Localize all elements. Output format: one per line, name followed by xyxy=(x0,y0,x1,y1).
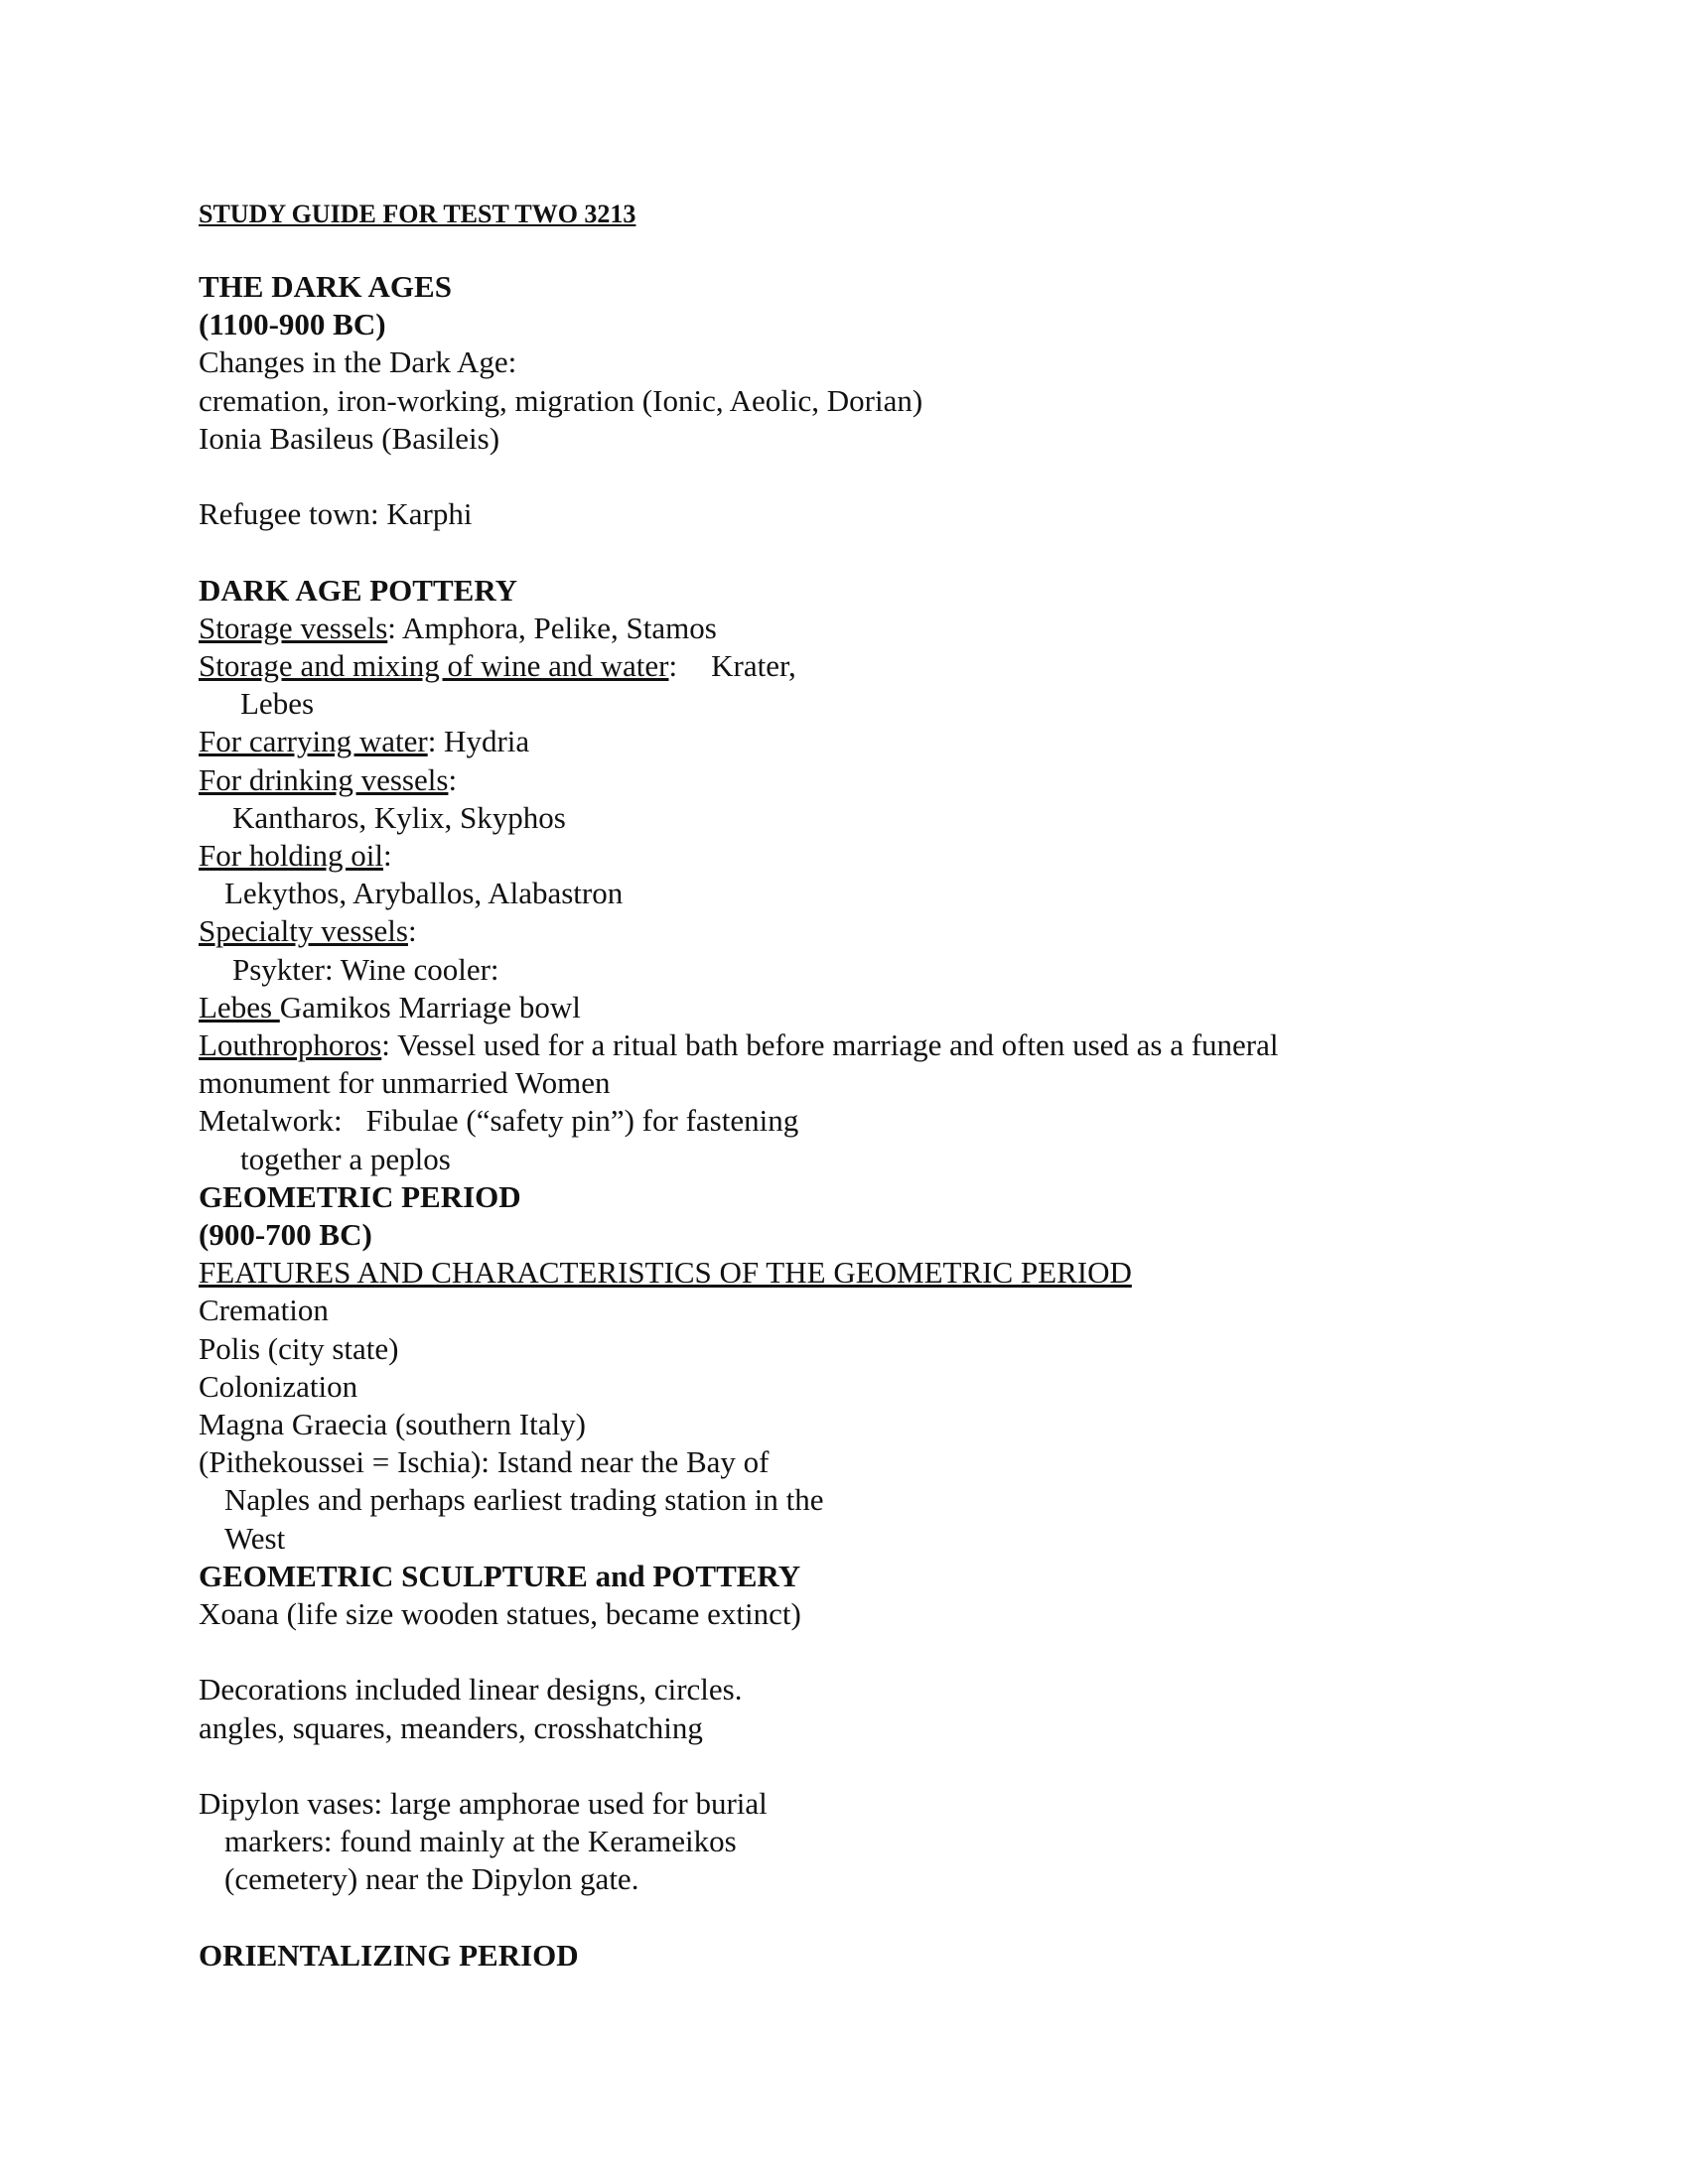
drinking-vessels-continuation: Kantharos, Kylix, Skyphos xyxy=(232,799,566,835)
louthrophoros-line xyxy=(199,1026,1509,1064)
decorations-line: Decorations included linear designs, circles. xyxy=(199,1672,743,1707)
specialty-vessels-colon: : xyxy=(407,913,417,949)
geometric-feature-continuation: Naples and perhaps earliest trading station in the xyxy=(224,1482,824,1518)
geometric-feature-item: (Pithekoussei = Ischia): Istand near the Bay of xyxy=(199,1444,770,1480)
metalwork-continuation: together a peplos xyxy=(240,1141,451,1176)
geometric-feature-item: Magna Graecia (southern Italy) xyxy=(199,1407,586,1442)
specialty-vessels-line xyxy=(199,912,1509,950)
dipylon-continuation: (cemetery) near the Dipylon gate. xyxy=(224,1861,639,1897)
metalwork-line xyxy=(199,1102,1509,1140)
louthrophoros-continuation: monument for unmarried Women xyxy=(199,1065,611,1101)
spacer xyxy=(199,1899,1509,1937)
metalwork-text: Fibulae (“safety pin”) for fastening xyxy=(365,1103,799,1139)
storage-vessels-line xyxy=(199,610,1509,647)
lebes-gamikos-line xyxy=(199,989,1509,1026)
document-page xyxy=(199,195,1509,1975)
holding-oil-colon: : xyxy=(383,838,392,874)
spacer xyxy=(199,533,1509,571)
drinking-vessels-label: For drinking vessels xyxy=(199,761,449,797)
dipylon-line: Dipylon vases: large amphorae used for burial xyxy=(199,1786,768,1822)
storage-vessels-label: Storage vessels xyxy=(199,610,388,645)
spacer xyxy=(199,1633,1509,1671)
mixing-vessels-colon: : xyxy=(668,648,678,683)
spacer xyxy=(199,458,1509,495)
section-heading-geometric-sculpture: GEOMETRIC SCULPTURE and POTTERY xyxy=(199,1558,801,1593)
dipylon-continuation: markers: found mainly at the Kerameikos xyxy=(224,1824,737,1859)
geometric-feature-item: Cremation xyxy=(199,1293,329,1328)
carrying-water-label: For carrying water xyxy=(199,724,428,759)
carrying-water-line xyxy=(199,723,1509,760)
storage-vessels-text: : Amphora, Pelike, Stamos xyxy=(387,610,717,645)
section-heading-dark-age-pottery: DARK AGE POTTERY xyxy=(199,572,518,608)
lebes-gamikos-text: Gamikos Marriage bowl xyxy=(279,989,581,1024)
metalwork-label: Metalwork: xyxy=(199,1103,343,1139)
lebes-gamikos-label: Lebes xyxy=(199,989,280,1024)
decorations-line: angles, squares, meanders, crosshatching xyxy=(199,1709,703,1745)
section-heading-orientalizing-period: ORIENTALIZING PERIOD xyxy=(199,1937,579,1973)
dark-ages-line: cremation, iron-working, migration (Ionic, Aeolic, Dorian) xyxy=(199,382,923,418)
specialty-vessels-continuation: Psykter: Wine cooler: xyxy=(232,951,499,987)
drinking-vessels-colon: : xyxy=(448,761,458,797)
spacer xyxy=(199,1747,1509,1785)
geometric-feature-continuation: West xyxy=(224,1520,286,1556)
dark-ages-dates: (1100-900 BC) xyxy=(199,307,386,342)
specialty-vessels-label: Specialty vessels xyxy=(199,913,408,949)
dark-ages-line: Changes in the Dark Age: xyxy=(199,344,517,380)
refugee-town-line: Refugee town: Karphi xyxy=(199,496,473,532)
geometric-feature-item: Polis (city state) xyxy=(199,1330,399,1366)
mixing-vessels-text: Krater, xyxy=(711,648,796,683)
geometric-period-dates: (900-700 BC) xyxy=(199,1217,372,1253)
drinking-vessels-line xyxy=(199,761,1509,799)
section-heading-dark-ages: THE DARK AGES xyxy=(199,269,452,304)
holding-oil-continuation: Lekythos, Aryballos, Alabastron xyxy=(224,876,624,911)
carrying-water-text: : Hydria xyxy=(427,724,530,759)
mixing-vessels-line xyxy=(199,647,1509,685)
holding-oil-line xyxy=(199,837,1509,875)
geometric-feature-item: Colonization xyxy=(199,1368,358,1404)
mixing-vessels-continuation: Lebes xyxy=(240,686,315,722)
dark-ages-line: Ionia Basileus (Basileis) xyxy=(199,420,500,456)
louthrophoros-text: : Vessel used for a ritual bath before marriage and often used as a funeral xyxy=(381,1027,1279,1063)
holding-oil-label: For holding oil xyxy=(199,838,384,874)
document-title: STUDY GUIDE FOR TEST TWO 3213 xyxy=(199,200,636,228)
mixing-vessels-label: Storage and mixing of wine and water xyxy=(199,648,669,683)
section-heading-geometric-period: GEOMETRIC PERIOD xyxy=(199,1178,521,1214)
louthrophoros-label: Louthrophoros xyxy=(199,1027,382,1063)
xoana-line: Xoana (life size wooden statues, became extinct) xyxy=(199,1596,801,1632)
geometric-features-heading: FEATURES AND CHARACTERISTICS OF THE GEOMETRIC PERIOD xyxy=(199,1255,1132,1291)
